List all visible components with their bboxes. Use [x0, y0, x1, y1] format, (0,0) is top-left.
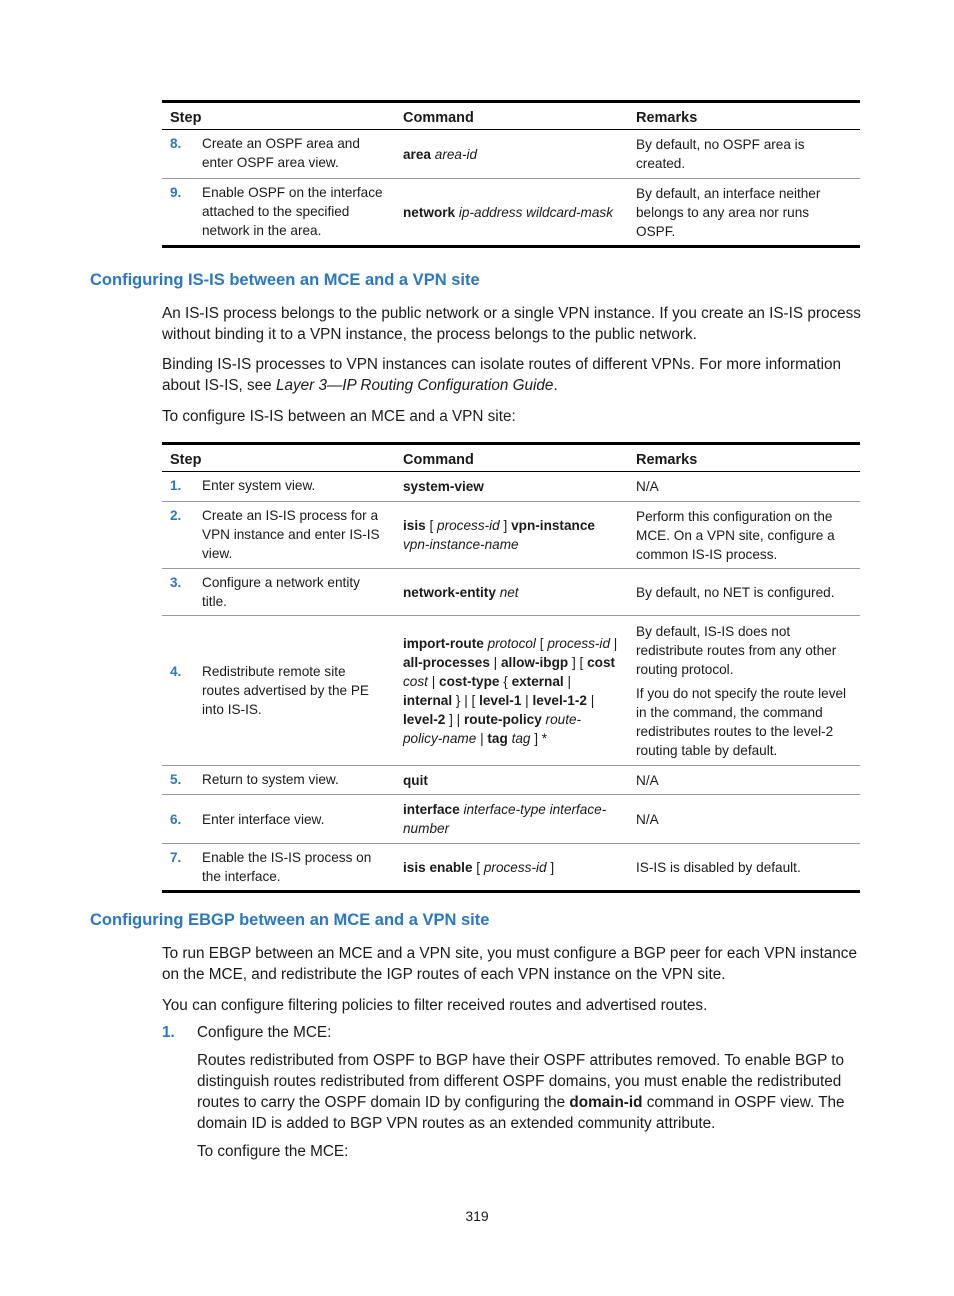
table-row [162, 179, 860, 247]
list-number: 1. [162, 1024, 175, 1041]
command-cell: quit [395, 766, 628, 795]
domain-id-command: domain-id [569, 1094, 643, 1111]
step-text: Enable the IS-IS process on the interface. [202, 850, 372, 884]
command-cell: area area-id [395, 130, 628, 179]
command-cell: network ip-address wildcard-mask [395, 179, 628, 247]
step-text: Enter system view. [202, 478, 316, 493]
remark-text: By default, no OSPF area is created. [636, 137, 805, 171]
col-header-remarks: Remarks [628, 102, 860, 130]
remark-text: By default, no NET is configured. [636, 584, 835, 600]
step-text: Enable OSPF on the interface attached to the specified network in the area. [202, 185, 383, 238]
command-cell: isis enable [ process-id ] [395, 844, 628, 892]
step-text: Redistribute remote site routes advertised by the PE into IS-IS. [202, 664, 369, 717]
isis-paragraph-1: An IS-IS process belongs to the public network or a single VPN instance. If you create an IS-IS process without binding it to a VPN instance, the process belongs to the public network. [162, 305, 861, 343]
ebgp-paragraph-1: To run EBGP between an MCE and a VPN site, you must configure a BGP peer for each VPN instance on the MCE, and redistribute the IGP routes of each VPN instance on the VPN site. [162, 945, 857, 983]
isis-config-table [162, 442, 860, 893]
table-row [162, 795, 860, 844]
table-row [162, 502, 860, 569]
remark-text: IS-IS is disabled by default. [636, 859, 801, 875]
step-text: Enter interface view. [202, 811, 325, 827]
remark-text: Perform this configuration on the MCE. On a VPN site, configure a common IS-IS process. [636, 508, 835, 562]
ebgp-paragraph-4: To configure the MCE: [197, 1143, 349, 1160]
step-number: 9. [170, 185, 182, 200]
table-row [162, 130, 860, 179]
col-header-command: Command [395, 444, 628, 472]
step-number: 6. [170, 811, 182, 827]
step-text: Configure a network entity title. [202, 575, 360, 609]
list-item-text: Configure the MCE: [197, 1024, 332, 1041]
step-number: 4. [170, 664, 182, 679]
command-cell: import-route protocol [ process-id | all-processes | allow-ibgp ] [ cost cost | cost-type { external | internal } | [ level-1 | level-1-2 | level-2 ] | route-policy route-policy-name | tag tag ] * [395, 616, 628, 766]
col-header-step: Step [162, 444, 395, 472]
step-text: Return to system view. [202, 772, 339, 787]
remark-text: By default, an interface neither belongs to any area nor runs OSPF. [636, 185, 821, 239]
table-row [162, 616, 860, 766]
remark-text: N/A [636, 772, 659, 788]
ospf-config-table [162, 100, 860, 248]
ebgp-paragraph-2: You can configure filtering policies to filter received routes and advertised routes. [162, 997, 708, 1014]
step-text: Create an IS-IS process for a VPN instance and enter IS-IS view. [202, 508, 380, 561]
remark-text: N/A [636, 811, 659, 827]
col-header-remarks: Remarks [628, 444, 860, 472]
remark-text: By default, IS-IS does not redistribute routes from any other routing protocol. [636, 623, 837, 677]
page-number: 319 [465, 1208, 489, 1224]
command-cell: isis [ process-id ] vpn-instance vpn-instance-name [395, 502, 628, 569]
step-number: 7. [170, 850, 182, 865]
step-number: 8. [170, 136, 182, 151]
ebgp-paragraph-3: Routes redistributed from OSPF to BGP have their OSPF attributes removed. To enable BGP to distinguish routes redistributed from different OSPF domains, you must enable the redistributed routes to carry the OSPF domain ID by configuring the domain-id command in OSPF view. The domain ID is added to BGP VPN routes as an extended community attribute. [197, 1052, 845, 1132]
table-row [162, 569, 860, 616]
col-header-command: Command [395, 102, 628, 130]
table-row [162, 472, 860, 502]
isis-paragraph-3: To configure IS-IS between an MCE and a VPN site: [162, 408, 516, 425]
section-heading-ebgp: Configuring EBGP between an MCE and a VPN site [90, 911, 490, 929]
command-cell: network-entity net [395, 569, 628, 616]
isis-paragraph-2: Binding IS-IS processes to VPN instances can isolate routes of different VPNs. For more information about IS-IS, see Layer 3—IP Routing Configuration Guide. [162, 356, 842, 394]
step-number: 2. [170, 508, 182, 523]
remark-text: If you do not specify the route level in the command, the command redistributes routes to the level-2 routing table by default. [636, 685, 847, 758]
guide-reference: Layer 3—IP Routing Configuration Guide [275, 377, 554, 394]
command-cell: system-view [395, 472, 628, 502]
table-row [162, 766, 860, 795]
step-number: 5. [170, 772, 182, 787]
remark-text: N/A [636, 479, 659, 494]
section-heading-isis: Configuring IS-IS between an MCE and a VPN site [90, 271, 480, 289]
command-cell: interface interface-type interface-number [395, 795, 628, 844]
step-number: 3. [170, 575, 182, 590]
step-text: Create an OSPF area and enter OSPF area view. [202, 136, 360, 170]
col-header-step: Step [162, 102, 395, 130]
step-number: 1. [170, 478, 182, 493]
table-row [162, 844, 860, 892]
